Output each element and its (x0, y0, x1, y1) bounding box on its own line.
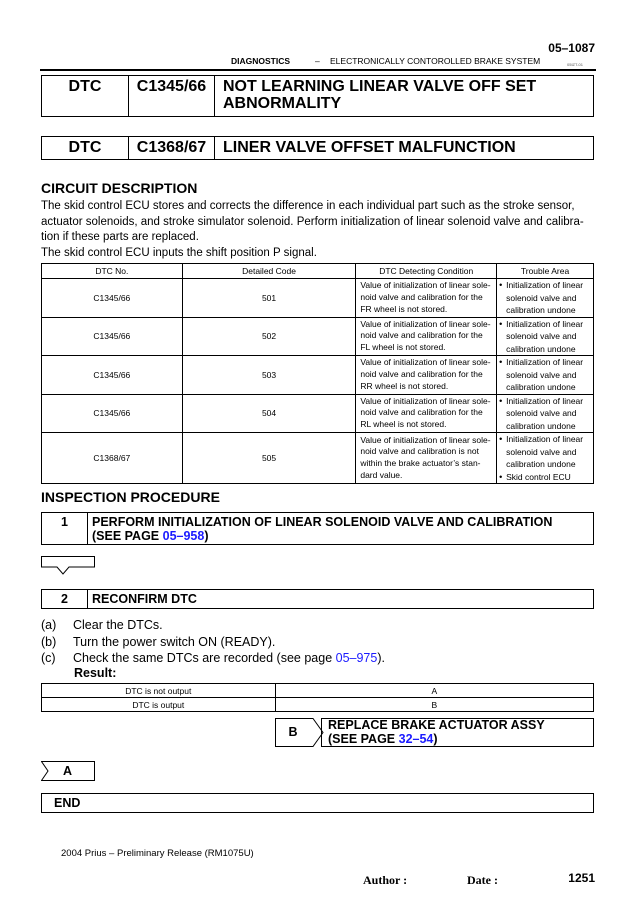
step-title-line: PERFORM INITIALIZATION OF LINEAR SOLENOID VALVE AND CALIBRATION (92, 515, 553, 529)
dtc-title-box-2 (41, 136, 594, 160)
branch-b-label: B (275, 718, 310, 747)
condition-line: noid valve and calibration for the (360, 368, 483, 379)
condition-line: noid valve and calibration for the (360, 407, 483, 418)
step-title-line (92, 529, 593, 543)
result-condition-cell: DTC is output (42, 698, 276, 712)
inspection-procedure-heading: INSPECTION PROCEDURE (41, 489, 220, 505)
page-link-05-958[interactable]: 05–958 (162, 529, 205, 543)
condition-cell (356, 279, 497, 318)
text-line: The skid control ECU stores and corrects the difference in each individual part such as the stroke sensor, (41, 200, 575, 212)
dtc-code: C1345/66 (129, 76, 215, 116)
header-code: 05IZT-01 (567, 62, 584, 67)
list-text: Clear the DTCs. (73, 618, 163, 632)
branch-a-label: A (62, 764, 73, 778)
dtc-title-box-1 (41, 75, 594, 117)
see-page-suffix: ) (433, 731, 438, 746)
step-title (88, 513, 593, 544)
header-separator: – (315, 56, 320, 66)
detailed-code-cell: 503 (182, 356, 356, 395)
condition-line: noid valve and calibration is not (360, 446, 479, 457)
list-text: Turn the power switch ON (READY). (73, 634, 276, 649)
page-number: 05–1087 (548, 41, 595, 55)
end-box: END (41, 793, 594, 813)
list-text-part: ). (377, 651, 385, 665)
detailed-code-cell: 501 (182, 279, 356, 318)
replace-title-line (328, 733, 593, 747)
dtc-table (41, 263, 594, 484)
condition-cell (356, 356, 497, 395)
list-label: (b) (41, 634, 57, 649)
condition-line: RL wheel is not stored. (360, 419, 447, 430)
trouble-item: • Initialization of linear solenoid valve and calibration undone (497, 395, 593, 433)
page-link-32-54[interactable]: 32–54 (398, 731, 434, 746)
dtc-no-cell: C1345/66 (42, 394, 183, 433)
table-row (42, 684, 594, 698)
condition-line: noid valve and calibration for the (360, 330, 483, 341)
trouble-item: • Skid control ECU (497, 471, 593, 484)
list-item (41, 650, 385, 667)
condition-line: within the brake actuator’s stan- (360, 458, 481, 468)
dtc-title (215, 76, 593, 116)
list-text (73, 650, 385, 667)
date-label: Date : (467, 873, 498, 887)
trouble-area-cell (497, 279, 594, 318)
header-subsection: ELECTRONICALLY CONTOROLLED BRAKE SYSTEM (330, 56, 541, 66)
see-page-suffix: ) (204, 529, 209, 543)
detailed-code-cell: 502 (182, 317, 356, 356)
step-1-box (41, 512, 594, 545)
trouble-item: • Initialization of linear solenoid valve and calibration undone (497, 433, 593, 471)
list-label: (c) (41, 651, 56, 665)
dtc-no-cell: C1368/67 (42, 433, 183, 484)
dtc-title-line: NOT LEARNING LINEAR VALVE OFF SET (223, 78, 537, 95)
trouble-item: • Initialization of linear solenoid valve and calibration undone (497, 318, 593, 356)
condition-line: noid valve and calibration for the (360, 291, 483, 302)
condition-line: FL wheel is not stored. (360, 342, 446, 353)
circuit-description-text (41, 199, 601, 261)
dtc-label: DTC (42, 137, 129, 159)
condition-cell (356, 433, 497, 484)
column-header: Detailed Code (182, 264, 356, 279)
step-2-box (41, 589, 594, 609)
text-line: tion if these parts are replaced. (41, 231, 199, 243)
trouble-area-cell (497, 356, 594, 395)
list-item (41, 617, 385, 634)
detailed-code-cell: 505 (182, 433, 356, 484)
condition-line: Value of initialization of linear sole- (360, 357, 491, 368)
footer-page-number: 1251 (568, 871, 595, 885)
dtc-no-cell: C1345/66 (42, 356, 183, 395)
trouble-item: • Initialization of linear solenoid valve and calibration undone (497, 356, 593, 394)
trouble-area-cell (497, 317, 594, 356)
result-value-cell: A (275, 684, 593, 698)
table-row (42, 356, 594, 395)
condition-cell (356, 317, 497, 356)
see-page-prefix: (SEE PAGE (328, 731, 399, 746)
dtc-no-cell: C1345/66 (42, 317, 183, 356)
step-number: 1 (42, 513, 88, 544)
header-section: DIAGNOSTICS (231, 56, 291, 66)
column-header: DTC Detecting Condition (356, 264, 497, 279)
dtc-label: DTC (42, 76, 129, 116)
list-text-part: Check the same DTCs are recorded (see page (73, 651, 336, 665)
text-line: The skid control ECU inputs the shift position P signal. (41, 246, 317, 259)
condition-line: Value of initialization of linear sole- (360, 434, 491, 445)
circuit-description-heading: CIRCUIT DESCRIPTION (41, 180, 198, 196)
author-label: Author : (363, 873, 408, 887)
table-header-row (42, 264, 594, 279)
dtc-no-cell: C1345/66 (42, 279, 183, 318)
table-row (42, 279, 594, 318)
replace-title-line: REPLACE BRAKE ACTUATOR ASSY (328, 718, 545, 732)
result-label: Result: (74, 666, 117, 680)
condition-line: RR wheel is not stored. (360, 380, 449, 391)
procedure-list (41, 617, 385, 667)
condition-line: FR wheel is not stored. (360, 303, 448, 314)
header-rule (40, 69, 596, 71)
dtc-title: LINER VALVE OFFSET MALFUNCTION (223, 139, 516, 156)
list-label: (a) (41, 618, 57, 632)
trouble-area-cell (497, 394, 594, 433)
replace-actuator-box (321, 718, 594, 747)
column-header: Trouble Area (497, 264, 594, 279)
detailed-code-cell: 504 (182, 394, 356, 433)
table-row (42, 394, 594, 433)
dtc-code: C1368/67 (129, 137, 215, 159)
page-link-05-975[interactable]: 05–975 (335, 651, 378, 665)
trouble-area-cell (497, 433, 594, 484)
table-row (42, 698, 594, 712)
result-condition-cell: DTC is not output (42, 684, 276, 698)
condition-line: Value of initialization of linear sole- (360, 280, 491, 291)
result-value-cell: B (275, 698, 593, 712)
condition-cell (356, 394, 497, 433)
step-title: RECONFIRM DTC (92, 592, 197, 606)
list-item (41, 634, 385, 651)
condition-line: Value of initialization of linear sole- (360, 318, 491, 329)
table-row (42, 317, 594, 356)
running-header (40, 56, 596, 68)
column-header: DTC No. (42, 264, 183, 279)
step-number: 2 (42, 590, 88, 608)
table-row (42, 433, 594, 484)
result-table (41, 683, 594, 712)
condition-line: dard value. (360, 469, 403, 480)
condition-line: Value of initialization of linear sole- (360, 395, 491, 406)
see-page-prefix: (SEE PAGE (92, 529, 163, 543)
flow-arrow-icon (41, 556, 96, 575)
text-line: actuator solenoids, and stroke simulator solenoid. Perform initialization of linear solenoid valve and calibra- (41, 215, 584, 228)
dtc-title-line: ABNORMALITY (223, 95, 342, 112)
release-footer: 2004 Prius – Preliminary Release (RM1075U) (61, 848, 254, 859)
trouble-item: • Initialization of linear solenoid valve and calibration undone (497, 279, 593, 317)
